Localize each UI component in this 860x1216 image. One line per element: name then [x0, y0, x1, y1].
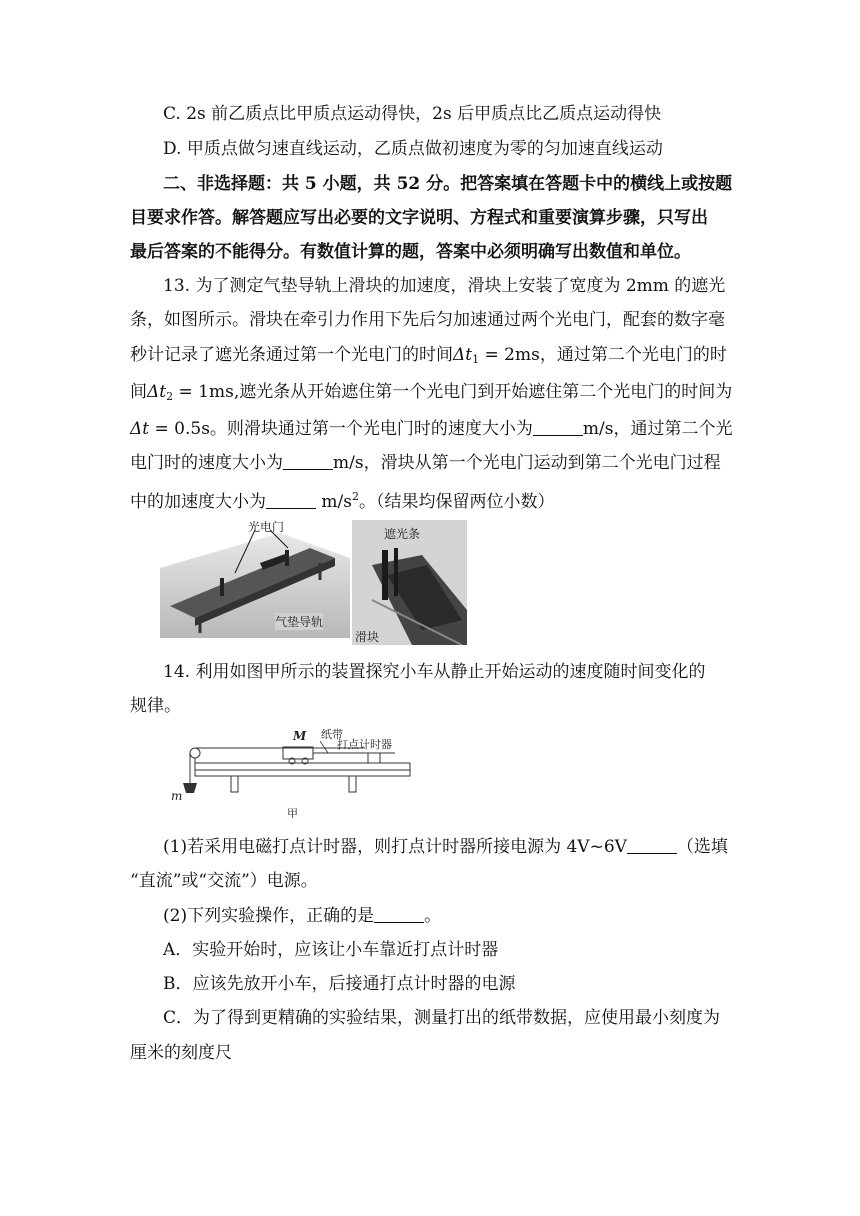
q13-line7	[130, 486, 740, 513]
dt2-value: = 1ms	[173, 382, 234, 402]
label-photogate: 光电门	[248, 520, 285, 534]
q13-line6-text: 电门时的速度大小为	[130, 453, 283, 473]
q13-line1: 13. 为了测定气垫导轨上滑块的加速度，滑块上安装了宽度为 2mm 的遮光	[163, 276, 726, 296]
q13-line3	[130, 344, 740, 371]
q13-line5-text: 。则滑块通过第一个光电门时的速度大小为	[209, 419, 533, 439]
q13-line4	[130, 381, 740, 408]
answer-blank-v1[interactable]	[533, 419, 583, 436]
q13-line7-tail: 。（结果均保留两位小数）	[358, 492, 555, 512]
dt-value: = 0.5s	[149, 419, 210, 439]
label-mass-m: m	[171, 789, 183, 803]
dt1-symbol: Δt	[453, 345, 473, 365]
figure-caption-jia: 甲	[287, 807, 298, 820]
q14-option-c: C．为了得到更精确的实验结果，测量打出的纸带数据，应使用最小刻度为	[163, 1008, 721, 1028]
q14-option-a: A．实验开始时，应该让小车靠近打点计时器	[163, 940, 499, 960]
answer-blank-v2[interactable]	[283, 453, 333, 470]
q14-part1-tail: （选填	[676, 837, 728, 857]
label-ticker-timer: 打点计时器	[337, 738, 392, 751]
q13-line5-tail: m/s，通过第二个光	[582, 419, 733, 439]
q13-line5	[130, 418, 740, 440]
air-track-figure	[160, 518, 350, 638]
q14-part1	[163, 836, 773, 858]
q13-line6	[130, 452, 740, 474]
q14-part1-text: (1)若采用电磁打点计时器，则打点计时器所接电源为 4V~6V	[163, 837, 627, 857]
q13-line6-tail: m/s，滑块从第一个光电门运动到第二个光电门过程	[333, 453, 721, 473]
q14-option-c-cont: 厘米的刻度尺	[130, 1043, 232, 1063]
dt1-value: = 2ms	[479, 345, 540, 365]
dt1-subscript: 1	[472, 353, 480, 366]
answer-blank-a[interactable]	[266, 492, 316, 509]
q13-line4-tail: ,遮光条从开始遮住第一个光电门到开始遮住第二个光电门的时间为	[233, 382, 733, 402]
section-instructions-2: 目要求作答。解答题应写出必要的文字说明、方程式和重要演算步骤，只写出	[130, 208, 708, 228]
q14-part2-text: (2)下列实验操作，正确的是	[163, 906, 375, 926]
option-d: D. 甲质点做匀速直线运动，乙质点做初速度为零的匀加速直线运动	[163, 139, 663, 159]
q13-line3-tail: ，通过第二个光电门的时	[539, 345, 727, 365]
section-instructions-3: 最后答案的不能得分。有数值计算的题，答案中必须明确写出数值和单位。	[130, 242, 691, 262]
label-mass-M: M	[293, 729, 307, 743]
q14-option-b: B．应该先放开小车，后接通打点计时器的电源	[163, 974, 516, 994]
label-light-strip: 遮光条	[384, 527, 421, 541]
answer-blank-choice[interactable]	[374, 906, 424, 923]
q14-part1-cont: “直流”或“交流”）电源。	[130, 871, 318, 891]
q14-line1: 14. 利用如图甲所示的装置探究小车从静止开始运动的速度随时间变化的	[163, 662, 706, 682]
q13-unit-superscript: 2	[351, 490, 359, 503]
q13-line7-text: 中的加速度大小为	[130, 492, 266, 512]
option-c: C. 2s 前乙质点比甲质点运动得快，2s 后甲质点比乙质点运动得快	[163, 104, 662, 124]
q14-line2: 规律。	[130, 696, 181, 716]
label-slider: 滑块	[355, 630, 380, 644]
answer-blank-power[interactable]	[627, 837, 677, 854]
q13-line7-unit: m/s	[316, 492, 352, 512]
q13-line4-head: 间	[130, 382, 147, 402]
slider-figure	[352, 520, 467, 645]
cart-setup-figure	[165, 725, 415, 820]
dt2-subscript: 2	[166, 390, 174, 403]
q14-part2	[163, 905, 773, 927]
label-air-track: 气垫导轨	[275, 615, 324, 629]
label-tape: 纸带	[321, 728, 343, 741]
dt-symbol: Δt	[130, 419, 150, 439]
q13-line2: 条，如图所示。滑块在牵引力作用下先后匀加速通过两个光电门，配套的数字毫	[130, 310, 725, 330]
section-heading: 二、非选择题：共 5 小题，共 52 分。把答案填在答题卡中的横线上或按题	[163, 174, 733, 194]
q13-line3-text: 秒计记录了遮光条通过第一个光电门的时间	[130, 345, 453, 365]
q14-part2-tail: 。	[424, 906, 442, 926]
dt2-symbol: Δt	[147, 382, 167, 402]
